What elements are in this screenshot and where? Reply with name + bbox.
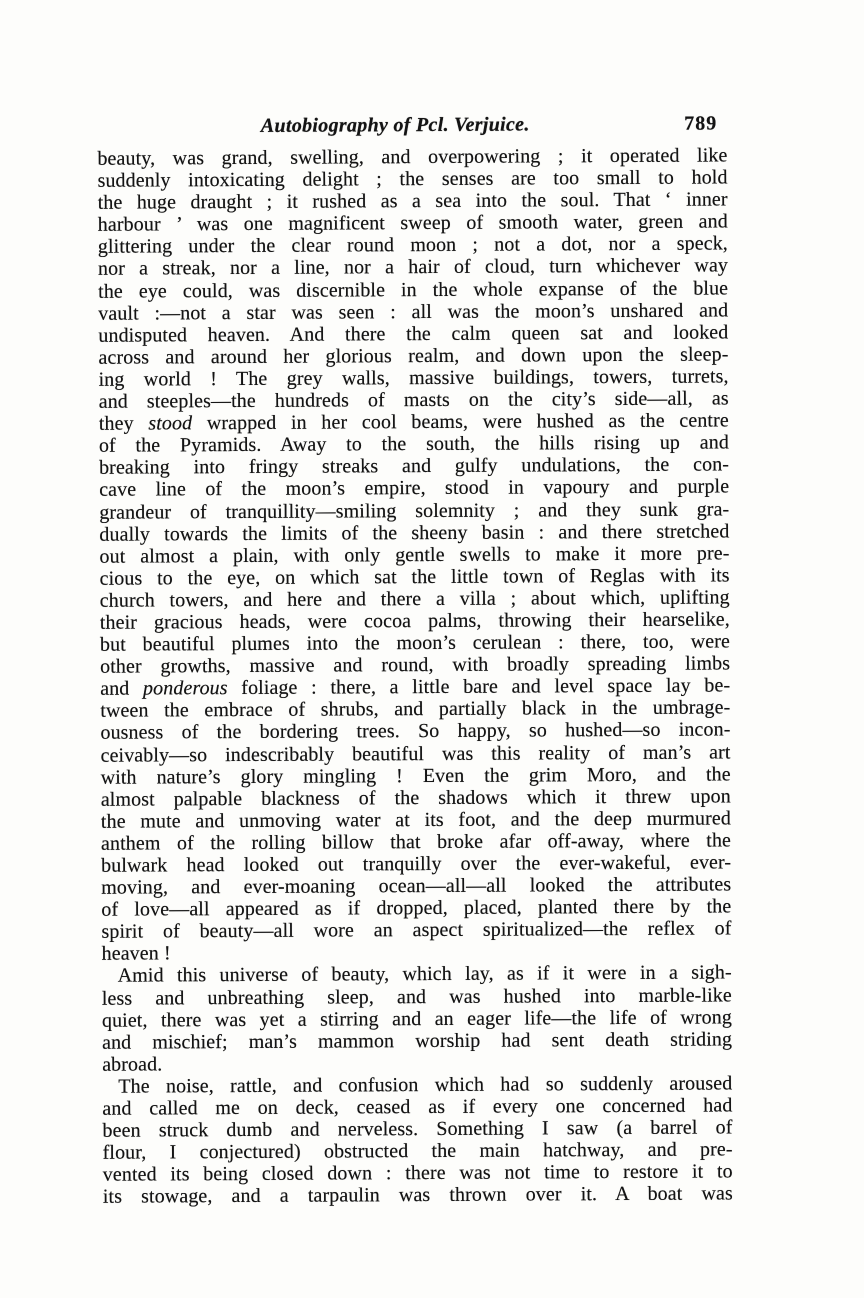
text-line: suddenly intoxicating delight ; the senses are too small to hold (97, 166, 728, 192)
text-segment: and (100, 677, 144, 700)
text-segment: wrapped in her cool beams, were hushed as the centre (192, 409, 729, 435)
text-line: breaking into fringy streaks and gulfy undulations, the con- (98, 453, 730, 480)
text-line: ousness of the bordering trees. So happy, so hushed—so incon- (100, 718, 731, 745)
text-line: grandeur of tranquillity—smiling solemnity ; and they sunk gra- (99, 497, 730, 524)
text-line: flour, I conjectured) obstructed the main hatchway, and pre- (102, 1138, 733, 1164)
text-line: dually towards the limits of the sheeny basin : and there stretched (99, 520, 730, 546)
text-line: church towers, and here and there a villa ; about which, uplifting (99, 586, 730, 612)
text-line: spirit of beauty—all wore an aspect spiritualized—the reflex of (101, 917, 732, 944)
text-line: less and unbreathing sleep, and was hushed into marble-like (101, 983, 732, 1010)
text-line: other growths, massive and round, with broadly spreading limbs (100, 652, 731, 678)
text-column (97, 144, 733, 1208)
text-line (99, 410, 729, 435)
text-line: The noise, rattle, and confusion which had so suddenly aroused (118, 1072, 733, 1098)
text-line: bulwark head looked out tranquilly over the ever-wakeful, ever- (101, 851, 732, 877)
text-line: nor a streak, nor a line, nor a hair of cloud, turn whichever way (97, 254, 729, 281)
text-line: beauty, was grand, swelling, and overpowering ; it operated like (97, 144, 728, 170)
text-line: been struck dumb and nerveless. Something I saw (a barrel of (102, 1116, 733, 1142)
text-line: abroad. (102, 1053, 163, 1076)
text-line: of the Pyramids. Away to the south, the hills rising up and (98, 431, 729, 457)
text-line (100, 675, 730, 700)
text-line: moving, and ever-moaning ocean—all—all looked the attributes (101, 873, 732, 899)
text-line: harbour ’ was one magnificent sweep of smooth water, green and (97, 210, 728, 237)
text-line: cave line of the moon’s empire, stood in vapoury and purple (99, 475, 730, 502)
text-line: of love—all appeared as if dropped, placed, planted there by the (101, 895, 732, 921)
paragraph (102, 1072, 733, 1208)
text-line: and mischief; man’s mammon worship had sent death striding (101, 1028, 733, 1054)
text-line: vault :—not a star was seen : all was the moon’s unshared and (98, 299, 729, 325)
italic-word: stood (148, 412, 193, 435)
text-line: the eye could, was discernible in the whole expanse of the blue (98, 277, 729, 303)
text-line: anthem of the rolling billow that broke afar off-away, where the (100, 829, 732, 855)
text-line: the huge draught ; it rushed as a sea into the soul. That ‘ inner (97, 188, 728, 214)
text-line: ceivably—so indescribably beautiful was this reality of man’s art (100, 740, 731, 767)
text-line: almost palpable blackness of the shadows which it threw upon (100, 785, 731, 811)
text-line: and called me on deck, ceased as if every one concerned had (102, 1094, 733, 1120)
text-line: heaven ! (101, 942, 171, 966)
text-line: cious to the eye, on which sat the little town of Reglas with its (99, 564, 730, 590)
text-line: undisputed heaven. And there the calm queen sat and looked (98, 321, 729, 347)
text-line: vented its being closed down : there was not time to restore it to (102, 1160, 733, 1187)
text-line: glittering under the clear round moon ; not a dot, nor a speck, (97, 232, 728, 259)
text-line: their gracious heads, were cocoa palms, throwing their hearselike, (99, 608, 730, 634)
text-line: with nature’s glory mingling ! Even the grim Moro, and the (100, 763, 731, 789)
text-line: quiet, there was yet a stirring and an eager life—the life of wrong (101, 1006, 732, 1032)
paragraph (102, 962, 733, 1076)
text-line: tween the embrace of shrubs, and partially black in the umbrage- (100, 696, 731, 723)
page-header (97, 110, 725, 139)
text-segment: foliage : there, a little bare and level space lay be- (227, 674, 731, 700)
paragraph (97, 144, 731, 965)
text-line: across and around her glorious realm, and down upon the sleep- (98, 343, 729, 369)
text-line: the mute and unmoving water at its foot, and the deep murmured (100, 807, 731, 833)
running-title: Autobiography of Pcl. Verjuice. (260, 113, 530, 137)
text-line: its stowage, and a tarpaulin was thrown over it. A boat was (102, 1182, 733, 1209)
text-segment: they (98, 412, 149, 435)
text-line: ing world ! The grey walls, massive buildings, towers, turrets, (98, 365, 729, 391)
page-number: 789 (684, 112, 718, 135)
text-line: Amid this universe of beauty, which lay, as if it were in a sigh- (117, 961, 732, 988)
text-line: but beautiful plumes into the moon’s cerulean : there, too, were (99, 630, 731, 656)
text-line: out almost a plain, with only gentle swells to make it more pre- (99, 542, 730, 568)
text-line: and steeples—the hundreds of masts on the city’s side—all, as (98, 387, 729, 413)
italic-word: ponderous (142, 677, 228, 700)
